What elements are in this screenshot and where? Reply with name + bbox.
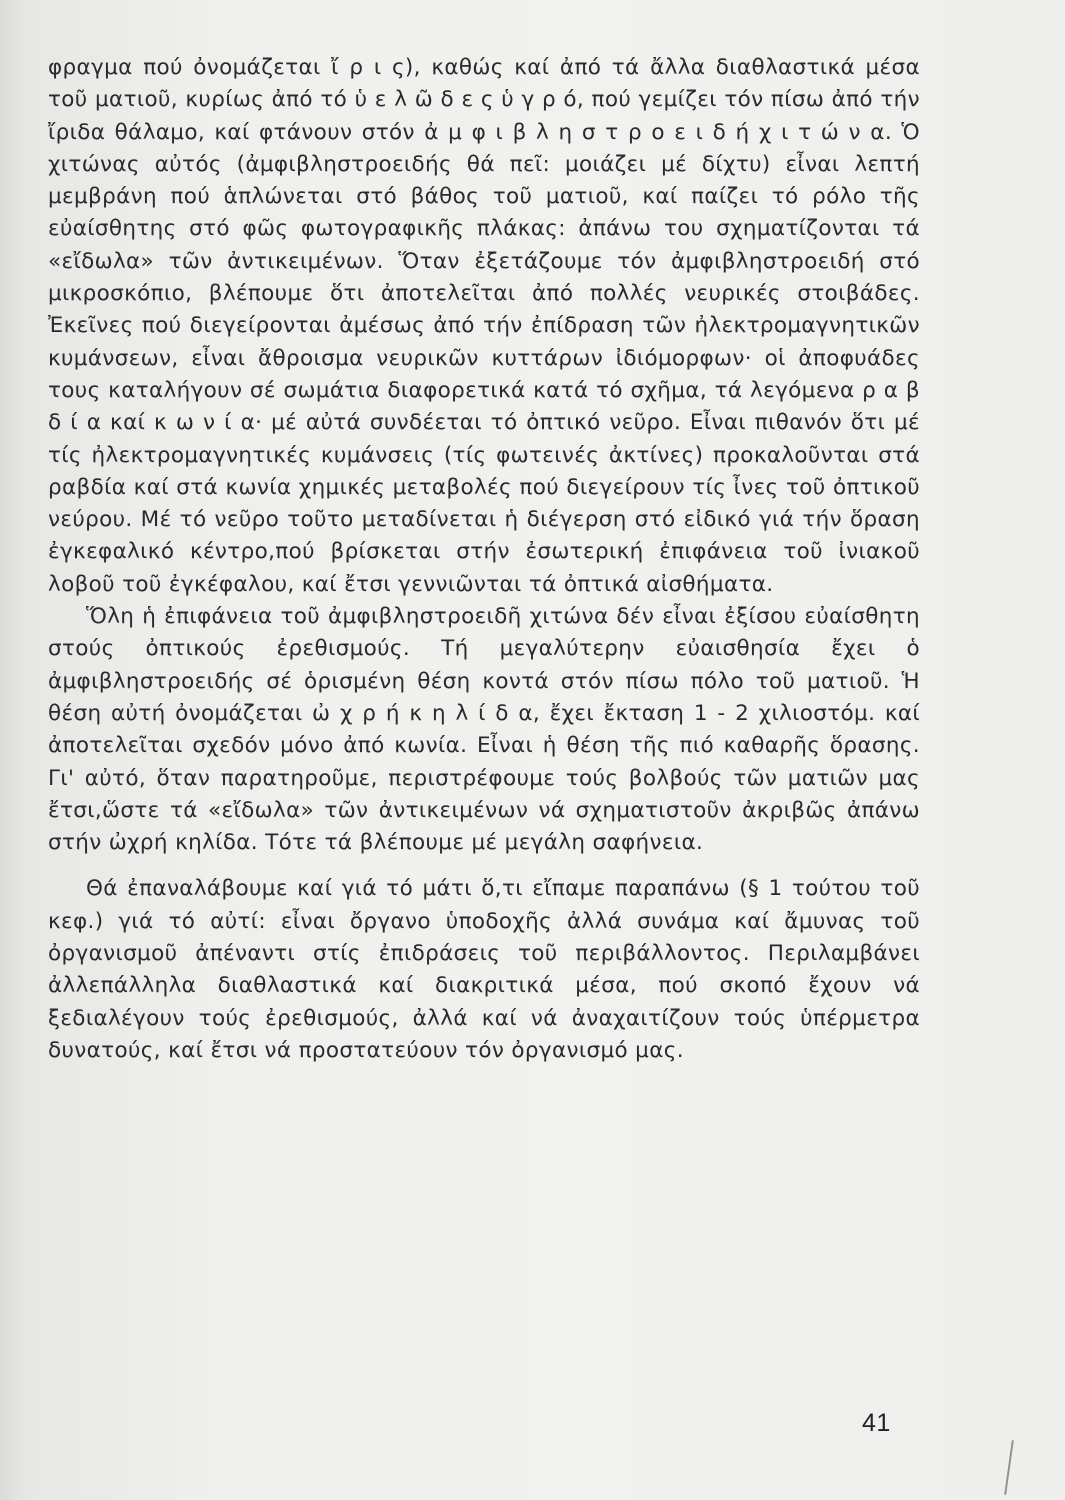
paragraph-eye-defense: Θά ἐπαναλάβουμε καί γιά τό μάτι ὅ,τι εἴπαμε παραπάνω (§ 1 τούτου τοῦ κεφ.) γιά τό αὐτί: εἶναι ὄργανο ὑποδοχῆς ἀλλά συνάμα καί ἄμυνας τοῦ ὀργανισμοῦ ἀπέναντι στίς ἐπιδράσεις τοῦ περιβάλλοντος. Περιλαμβάνει ἀλλεπάλληλα διαθλαστικά καί διακριτικά μέσα, πού σκοπό ἔχουν νά ξεδιαλέγουν τούς ἐρεθισμούς, ἀλλά καί νά ἀναχαιτίζουν τούς ὑπέρμετρα δυνατούς, καί ἔτσι νά προστατεύουν τόν ὀργανισμό μας.: [48, 876, 920, 1063]
page-edge-mark: [1004, 1440, 1014, 1495]
page-gutter-shadow: [0, 0, 26, 1500]
paragraph-macula-lutea: Ὅλη ἡ ἐπιφάνεια τοῦ ἀμφιβληστροειδῆ χιτώνα δέν εἶναι ἐξίσου εὐαίσθητη στούς ὀπτικούς ἐρεθισμούς. Τή μεγαλύτερην εὐαισθησία ἔχει ὁ ἀμφιβληστροειδής σέ ὁρισμένη θέση κοντά στόν πίσω πόλο τοῦ ματιοῦ. Ἡ θέση αὐτή ὀνομάζεται ὠ χ ρ ή κ η λ ί δ α, ἔχει ἔκταση 1 - 2 χιλιοστόμ. καί ἀποτελεῖται σχεδόν μόνο ἀπό κωνία. Εἶναι ἡ θέση τῆς πιό καθαρῆς ὅρασης. Γι' αὐτό, ὅταν παρατηροῦμε, περιστρέφουμε τούς βολβούς τῶν ματιῶν μας ἔτσι,ὥστε τά «εἴδωλα» τῶν ἀντικειμένων νά σχηματιστοῦν ἀκριβῶς ἀπάνω στήν ὠχρή κηλίδα. Τότε τά βλέπουμε μέ μεγάλη σαφήνεια.: [48, 604, 920, 856]
paragraph-retina-description: φραγμα πού ὀνομάζεται ἴ ρ ι ς), καθώς καί ἀπό τά ἄλλα διαθλαστικά μέσα τοῦ ματιοῦ, κυρίως ἀπό τό ὑ ε λ ῶ δ ε ς ὑ γ ρ ό, πού γεμίζει τόν πίσω ἀπό τήν ἴριδα θάλαμο, καί φτάνουν στόν ἀ μ φ ι β λ η σ τ ρ ο ε ι δ ή χ ι τ ώ ν α. Ὁ χιτώνας αὐτός (ἀμφιβληστροειδής θά πεῖ: μοιάζει μέ δίχτυ) εἶναι λεπτή μεμβράνη πού ἁπλώνεται στό βάθος τοῦ ματιοῦ, καί παίζει τό ρόλο τῆς εὐαίσθητης στό φῶς φωτογραφικῆς πλάκας: ἀπάνω του σχηματίζονται τά «εἴδωλα» τῶν ἀντικειμένων. Ὅταν ἐξετάζουμε τόν ἀμφιβληστροειδή στό μικροσκόπιο, βλέπουμε ὅτι ἀποτελεῖται ἀπό πολλές νευρικές στοιβάδες. Ἐκεῖνες πού διεγείρονται ἀμέσως ἀπό τήν ἐπίδραση τῶν ἠλεκτρομαγνητικῶν κυμάνσεων, εἶναι ἄθροισμα νευρικῶν κυττάρων ἰδιόμορφων· οἱ ἀποφυάδες τους καταλήγουν σέ σωμάτια διαφορετικά κατά τό σχῆμα, τά λεγόμενα ρ α β δ ί α καί κ ω ν ί α· μέ αὐτά συνδέεται τό ὀπτικό νεῦρο. Εἶναι πιθανόν ὅτι μέ τίς ἠλεκτρομαγνητικές κυμάνσεις (τίς φωτεινές ἀκτίνες) προκαλοῦνται στά ραβδία καί στά κωνία χημικές μεταβολές πού διεγείρουν τίς ἶνες τοῦ ὀπτικοῦ νεύρου. Μέ τό νεῦρο τοῦτο μεταδίνεται ἡ διέγερση στό εἰδικό γιά τήν ὅραση ἐγκεφαλικό κέντρο,πού βρίσκεται στήν ἐσωτερική ἐπιφάνεια τοῦ ἰνιακοῦ λοβοῦ τοῦ ἐγκέφαλου, καί ἔτσι γεννιῶνται τά ὀπτικά αἰσθήματα.: [48, 55, 920, 597]
page-number: 41: [862, 1409, 891, 1437]
body-text: [48, 52, 920, 1067]
